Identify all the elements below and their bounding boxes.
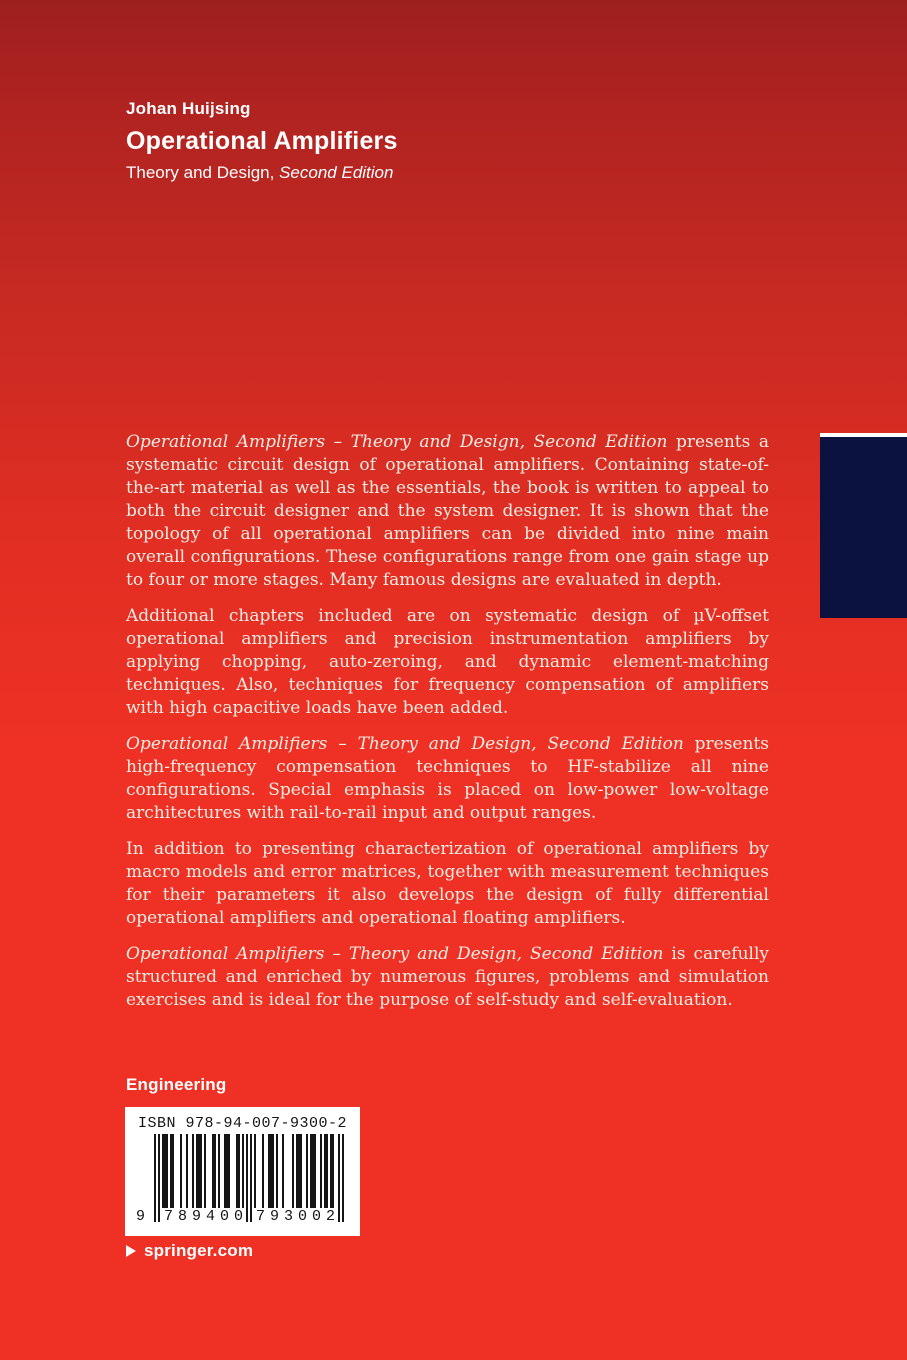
- title-block: [126, 98, 398, 184]
- book-title-reference: Operational Amplifiers – Theory and Design, Second Edition: [126, 432, 668, 452]
- author-name: Johan Huijsing: [126, 99, 251, 118]
- synopsis-paragraph: [126, 605, 769, 720]
- subtitle-text: Theory and Design,: [126, 163, 280, 182]
- barcode-digit-lead: 9: [136, 1208, 146, 1225]
- synopsis-paragraph: [126, 943, 769, 1012]
- paragraph-text: Additional chapters included are on systematic design of µV-offset operational amplifiers and precision instrumentation amplifiers by applying chopping, auto-zeroing, and dynamic element-matching techniques. Also, techniques for frequency compensation of amplifiers with high capacitive loads have been added.: [126, 606, 769, 718]
- barcode-digits-left: 789400: [164, 1208, 249, 1225]
- play-icon: [126, 1245, 136, 1257]
- paragraph-text: presents a systematic circuit design of operational amplifiers. Containing state-of-the-art material as well as the essentials, the book is written to appeal to both the circuit designer and the system designer. It is shown that the topology of all operational amplifiers can be divided into nine main overall configurations. These configurations range from one gain stage up to four or more stages. Many famous designs are evaluated in depth.: [126, 432, 769, 590]
- category-label: Engineering: [126, 1075, 227, 1094]
- publisher-link: [126, 1241, 253, 1261]
- synopsis-section: [126, 431, 769, 1025]
- publisher-label: springer.com: [144, 1241, 254, 1260]
- synopsis-paragraph: [126, 838, 769, 930]
- isbn-barcode: [125, 1107, 360, 1236]
- book-title-reference: Operational Amplifiers – Theory and Design, Second Edition: [126, 944, 664, 964]
- synopsis-paragraph: [126, 733, 769, 825]
- spine-color-tab: [820, 433, 907, 618]
- book-title: Operational Amplifiers: [126, 127, 398, 155]
- isbn-label: ISBN 978-94-007-9300-2: [137, 1115, 348, 1132]
- paragraph-text: In addition to presenting characterization of operational amplifiers by macro models and error matrices, together with measurement techniques for their parameters it also develops the design of fully differential operational amplifiers and operational floating amplifiers.: [126, 839, 769, 928]
- paragraph-text: is carefully structured and enriched by numerous figures, problems and simulation exercises and is ideal for the purpose of self-study and self-evaluation.: [126, 944, 770, 1010]
- barcode-digits-right: 793002: [256, 1208, 341, 1225]
- subtitle-edition: Second Edition: [279, 163, 394, 182]
- book-subtitle: [126, 162, 398, 184]
- paragraph-text: presents high-frequency compensation techniques to HF-stabilize all nine configurations. Special emphasis is placed on low-power low-voltage architectures with rail-to-rail input and output ranges.: [126, 734, 769, 823]
- book-title-reference: Operational Amplifiers – Theory and Design, Second Edition: [126, 734, 684, 754]
- synopsis-paragraph: [126, 431, 769, 592]
